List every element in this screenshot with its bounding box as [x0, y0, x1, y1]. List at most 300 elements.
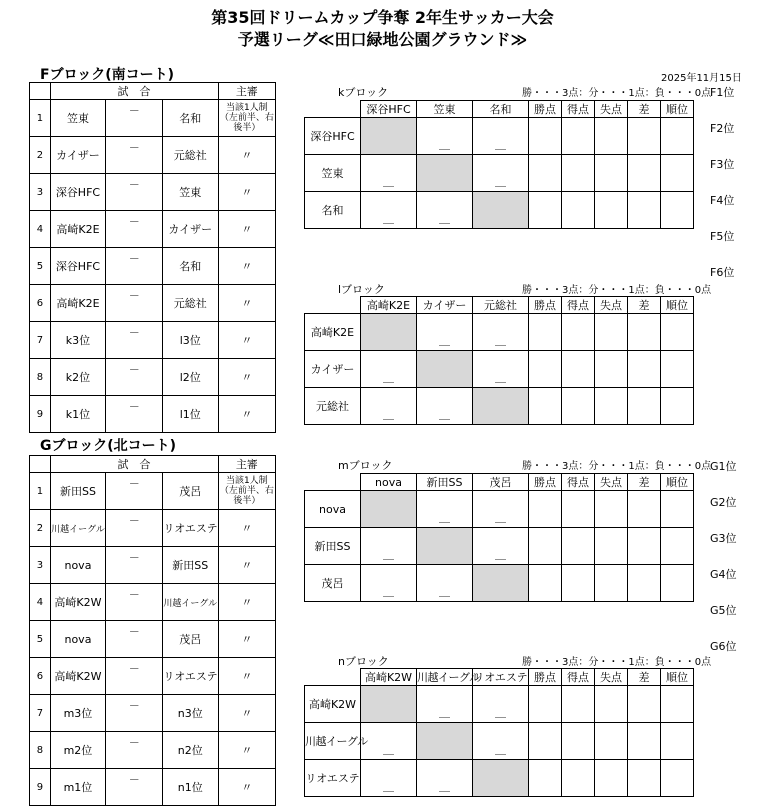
match-number: 6: [30, 285, 51, 322]
standings-self-cell: [361, 491, 417, 528]
match-row: [30, 211, 276, 248]
standings-stat-cell: [595, 155, 628, 192]
match-right-team: l3位: [163, 322, 217, 359]
standings-stat-header: 順位: [661, 101, 694, 118]
standings-stat-cell: [595, 686, 628, 723]
schedule-table-1: [29, 455, 276, 806]
match-row: [30, 695, 276, 732]
standings-stat-header: 失点: [595, 474, 628, 491]
standings-stat-header: 得点: [562, 474, 595, 491]
match-left-team: 深谷HFC: [50, 174, 105, 211]
standings-self-cell: [361, 314, 417, 351]
match-left-team: 深谷HFC: [50, 248, 105, 285]
match-dash: －: [106, 137, 163, 174]
match-number: 6: [30, 658, 51, 695]
standings-stat-cell: [562, 155, 595, 192]
standings-stat-cell: [529, 491, 562, 528]
schedule-table-0: [29, 82, 276, 433]
standings-stat-cell: [661, 528, 694, 565]
standings-result-cell: ＿: [417, 491, 473, 528]
match-dash: －: [106, 621, 163, 658]
match-number: 9: [30, 769, 51, 806]
position-label: G2位: [710, 496, 737, 509]
header-match: 試 合: [50, 456, 217, 473]
group-name-1-0: mブロック: [338, 459, 393, 472]
standings-team-label: 深谷HFC: [305, 118, 361, 155]
match-left-team: k1位: [50, 396, 105, 433]
standings-stat-header: 勝点: [529, 297, 562, 314]
standings-stat-cell: [529, 155, 562, 192]
standings-stat-cell: [661, 686, 694, 723]
standings-stat-cell: [595, 388, 628, 425]
match-right-team: 元総社: [163, 285, 217, 322]
match-dash: －: [106, 769, 163, 806]
match-referee: 当該1人制（左前半、右後半）: [218, 473, 275, 510]
standings-stat-cell: [595, 192, 628, 229]
match-right-team: 新田SS: [163, 547, 217, 584]
standings-team-header: 新田SS: [417, 474, 473, 491]
standings-stat-cell: [529, 723, 562, 760]
match-right-team: n3位: [163, 695, 217, 732]
standings-stat-header: 失点: [595, 101, 628, 118]
standings-stat-cell: [661, 118, 694, 155]
standings-row: [305, 118, 694, 155]
standings-result-cell: ＿: [473, 118, 529, 155]
standings-stat-cell: [595, 565, 628, 602]
standings-stat-header: 失点: [595, 297, 628, 314]
match-left-team: 高崎K2W: [50, 658, 105, 695]
match-left-team: 高崎K2E: [50, 285, 105, 322]
standings-stat-cell: [661, 155, 694, 192]
match-left-team: m1位: [50, 769, 105, 806]
match-dash: －: [106, 100, 163, 137]
standings-stat-header: 勝点: [529, 101, 562, 118]
standings-corner: [305, 669, 361, 686]
standings-row: [305, 351, 694, 388]
position-label: G5位: [710, 604, 737, 617]
match-number: 4: [30, 211, 51, 248]
standings-table-1-0: [304, 473, 694, 602]
standings-stat-cell: [529, 388, 562, 425]
standings-stat-header: 差: [628, 669, 661, 686]
standings-team-label: カイザー: [305, 351, 361, 388]
standings-result-cell: ＿: [417, 314, 473, 351]
group-name-1-1: nブロック: [338, 655, 389, 668]
standings-header-row: [305, 474, 694, 491]
standings-table-0-0: [304, 100, 694, 229]
standings-stat-cell: [595, 314, 628, 351]
match-row: [30, 396, 276, 433]
standings-result-cell: ＿: [473, 351, 529, 388]
match-row: [30, 621, 276, 658]
match-dash: －: [106, 732, 163, 769]
match-right-team: n1位: [163, 769, 217, 806]
title-line-2: 予選リーグ≪田口緑地公園グラウンド≫: [237, 30, 528, 49]
standings-stat-cell: [562, 528, 595, 565]
match-left-team: k2位: [50, 359, 105, 396]
standings-team-label: リオエステ: [305, 760, 361, 797]
match-referee: 〃: [218, 211, 275, 248]
match-dash: －: [106, 285, 163, 322]
standings-row: [305, 192, 694, 229]
standings-stat-cell: [628, 192, 661, 229]
match-row: [30, 248, 276, 285]
match-referee: 〃: [218, 510, 275, 547]
standings-stat-header: 差: [628, 474, 661, 491]
standings-team-header: 深谷HFC: [361, 101, 417, 118]
standings-stat-cell: [661, 723, 694, 760]
position-label: G4位: [710, 568, 737, 581]
standings-stat-cell: [628, 351, 661, 388]
standings-stat-cell: [661, 351, 694, 388]
standings-self-cell: [473, 760, 529, 797]
standings-self-cell: [417, 723, 473, 760]
standings-corner: [305, 474, 361, 491]
standings-self-cell: [417, 351, 473, 388]
group-name-0-1: lブロック: [338, 283, 385, 296]
standings-result-cell: ＿: [417, 565, 473, 602]
match-row: [30, 174, 276, 211]
standings-stat-cell: [628, 388, 661, 425]
schedule-header-row: [30, 83, 276, 100]
standings-stat-cell: [628, 528, 661, 565]
standings-result-cell: ＿: [473, 528, 529, 565]
match-number: 3: [30, 547, 51, 584]
standings-result-cell: ＿: [361, 192, 417, 229]
schedule-header-row: [30, 456, 276, 473]
match-dash: －: [106, 584, 163, 621]
match-referee: 〃: [218, 396, 275, 433]
standings-stat-cell: [529, 760, 562, 797]
match-row: [30, 322, 276, 359]
standings-team-label: 高崎K2E: [305, 314, 361, 351]
standings-row: [305, 388, 694, 425]
standings-stat-cell: [595, 760, 628, 797]
standings-stat-cell: [529, 314, 562, 351]
header-match: 試 合: [50, 83, 217, 100]
standings-stat-cell: [595, 491, 628, 528]
standings-stat-cell: [628, 314, 661, 351]
match-referee: 〃: [218, 137, 275, 174]
standings-row: [305, 565, 694, 602]
standings-stat-header: 順位: [661, 669, 694, 686]
position-label: F4位: [710, 194, 735, 207]
standings-team-label: 元総社: [305, 388, 361, 425]
match-referee: 〃: [218, 584, 275, 621]
match-left-team: 笠東: [50, 100, 105, 137]
standings-team-label: 新田SS: [305, 528, 361, 565]
standings-result-cell: ＿: [473, 155, 529, 192]
header-referee: 主審: [218, 456, 275, 473]
match-number: 8: [30, 359, 51, 396]
header-blank: [30, 83, 51, 100]
standings-stat-cell: [529, 528, 562, 565]
match-dash: －: [106, 322, 163, 359]
standings-stat-cell: [628, 155, 661, 192]
standings-self-cell: [473, 192, 529, 229]
match-referee: 当該1人制（左前半、右後半）: [218, 100, 275, 137]
position-label: F6位: [710, 266, 735, 279]
match-number: 1: [30, 473, 51, 510]
standings-team-header: 名和: [473, 101, 529, 118]
standings-result-cell: ＿: [361, 760, 417, 797]
standings-self-cell: [473, 565, 529, 602]
standings-corner: [305, 101, 361, 118]
standings-stat-cell: [562, 351, 595, 388]
match-number: 9: [30, 396, 51, 433]
match-referee: 〃: [218, 695, 275, 732]
standings-result-cell: ＿: [417, 686, 473, 723]
standings-stat-cell: [562, 118, 595, 155]
match-row: [30, 769, 276, 806]
standings-table-1-1: [304, 668, 694, 797]
standings-result-cell: ＿: [473, 491, 529, 528]
standings-stat-cell: [595, 723, 628, 760]
match-right-team: l1位: [163, 396, 217, 433]
block-title-1: Gブロック(北コート): [40, 438, 177, 454]
standings-stat-header: 順位: [661, 474, 694, 491]
match-row: [30, 658, 276, 695]
standings-stat-header: 勝点: [529, 474, 562, 491]
match-dash: －: [106, 658, 163, 695]
match-right-team: 名和: [163, 248, 217, 285]
standings-header-row: [305, 669, 694, 686]
match-dash: －: [106, 248, 163, 285]
match-dash: －: [106, 695, 163, 732]
match-row: [30, 359, 276, 396]
standings-stat-cell: [529, 118, 562, 155]
standings-stat-cell: [562, 723, 595, 760]
points-rule-0-1: 勝・・・3点：分・・・1点：負・・・0点: [522, 285, 712, 296]
standings-result-cell: ＿: [417, 118, 473, 155]
match-right-team: 川越イーグル: [163, 584, 217, 621]
standings-team-label: 名和: [305, 192, 361, 229]
standings-result-cell: ＿: [361, 528, 417, 565]
standings-self-cell: [361, 686, 417, 723]
match-left-team: nova: [50, 547, 105, 584]
position-label: F2位: [710, 122, 735, 135]
position-label: G3位: [710, 532, 737, 545]
match-right-team: リオエステ: [163, 510, 217, 547]
standings-team-header: 笠東: [417, 101, 473, 118]
match-row: [30, 473, 276, 510]
standings-team-header: カイザー: [417, 297, 473, 314]
match-row: [30, 100, 276, 137]
standings-result-cell: ＿: [417, 192, 473, 229]
points-rule-1-1: 勝・・・3点：分・・・1点：負・・・0点: [522, 657, 712, 668]
standings-row: [305, 314, 694, 351]
match-left-team: 川越イーグル: [50, 510, 105, 547]
position-label: F3位: [710, 158, 735, 171]
title-line-1: 第35回ドリームカップ争奪 2年生サッカー大会: [211, 8, 554, 27]
standings-row: [305, 760, 694, 797]
standings-team-header: 高崎K2W: [361, 669, 417, 686]
match-left-team: 高崎K2E: [50, 211, 105, 248]
match-dash: －: [106, 211, 163, 248]
standings-result-cell: ＿: [417, 388, 473, 425]
standings-team-header: nova: [361, 474, 417, 491]
match-right-team: リオエステ: [163, 658, 217, 695]
position-label: F1位: [710, 86, 735, 99]
match-number: 7: [30, 322, 51, 359]
block-title-0: Fブロック(南コート): [40, 67, 175, 83]
match-row: [30, 732, 276, 769]
standings-row: [305, 528, 694, 565]
match-referee: 〃: [218, 658, 275, 695]
match-number: 2: [30, 137, 51, 174]
match-row: [30, 285, 276, 322]
standings-stat-cell: [529, 351, 562, 388]
standings-result-cell: ＿: [473, 723, 529, 760]
match-referee: 〃: [218, 359, 275, 396]
standings-stat-cell: [628, 686, 661, 723]
match-right-team: n2位: [163, 732, 217, 769]
standings-result-cell: ＿: [361, 351, 417, 388]
match-row: [30, 547, 276, 584]
standings-stat-header: 得点: [562, 101, 595, 118]
match-right-team: 茂呂: [163, 621, 217, 658]
standings-stat-cell: [595, 351, 628, 388]
standings-stat-cell: [595, 528, 628, 565]
match-number: 7: [30, 695, 51, 732]
standings-header-row: [305, 297, 694, 314]
standings-stat-header: 順位: [661, 297, 694, 314]
match-number: 8: [30, 732, 51, 769]
match-referee: 〃: [218, 322, 275, 359]
match-dash: －: [106, 547, 163, 584]
match-referee: 〃: [218, 769, 275, 806]
standings-stat-cell: [661, 760, 694, 797]
standings-stat-cell: [628, 118, 661, 155]
match-left-team: m3位: [50, 695, 105, 732]
standings-result-cell: ＿: [361, 388, 417, 425]
standings-result-cell: ＿: [361, 155, 417, 192]
match-right-team: 茂呂: [163, 473, 217, 510]
position-label: G1位: [710, 460, 737, 473]
standings-team-header: 茂呂: [473, 474, 529, 491]
standings-stat-cell: [562, 314, 595, 351]
standings-self-cell: [417, 155, 473, 192]
standings-stat-cell: [661, 565, 694, 602]
standings-row: [305, 491, 694, 528]
standings-team-label: 茂呂: [305, 565, 361, 602]
standings-stat-cell: [529, 686, 562, 723]
match-number: 3: [30, 174, 51, 211]
standings-self-cell: [473, 388, 529, 425]
match-right-team: 元総社: [163, 137, 217, 174]
standings-stat-cell: [595, 118, 628, 155]
standings-stat-header: 得点: [562, 669, 595, 686]
standings-stat-cell: [661, 192, 694, 229]
standings-stat-cell: [562, 686, 595, 723]
standings-result-cell: ＿: [473, 314, 529, 351]
standings-stat-cell: [628, 723, 661, 760]
position-label: G6位: [710, 640, 737, 653]
match-left-team: カイザー: [50, 137, 105, 174]
standings-stat-header: 差: [628, 297, 661, 314]
match-dash: －: [106, 359, 163, 396]
match-number: 4: [30, 584, 51, 621]
date: 2025年11月15日: [661, 73, 742, 84]
standings-header-row: [305, 101, 694, 118]
standings-team-header: リオエステ: [473, 669, 529, 686]
standings-result-cell: ＿: [361, 723, 417, 760]
match-left-team: nova: [50, 621, 105, 658]
match-row: [30, 510, 276, 547]
match-referee: 〃: [218, 174, 275, 211]
standings-self-cell: [417, 528, 473, 565]
standings-stat-cell: [562, 388, 595, 425]
match-left-team: 高崎K2W: [50, 584, 105, 621]
match-right-team: 笠東: [163, 174, 217, 211]
match-number: 5: [30, 621, 51, 658]
standings-table-0-1: [304, 296, 694, 425]
standings-team-label: nova: [305, 491, 361, 528]
match-right-team: 名和: [163, 100, 217, 137]
standings-stat-cell: [562, 760, 595, 797]
standings-stat-cell: [661, 314, 694, 351]
points-rule-1-0: 勝・・・3点：分・・・1点：負・・・0点: [522, 461, 712, 472]
match-row: [30, 584, 276, 621]
standings-team-header: 元総社: [473, 297, 529, 314]
match-row: [30, 137, 276, 174]
standings-stat-cell: [529, 192, 562, 229]
match-referee: 〃: [218, 621, 275, 658]
standings-team-header: 川越イーグル: [417, 669, 473, 686]
standings-stat-cell: [562, 565, 595, 602]
match-number: 5: [30, 248, 51, 285]
match-number: 2: [30, 510, 51, 547]
standings-stat-header: 得点: [562, 297, 595, 314]
match-right-team: l2位: [163, 359, 217, 396]
standings-stat-cell: [529, 565, 562, 602]
standings-self-cell: [361, 118, 417, 155]
standings-stat-cell: [628, 565, 661, 602]
standings-stat-cell: [628, 491, 661, 528]
match-dash: －: [106, 396, 163, 433]
standings-team-label: 笠東: [305, 155, 361, 192]
standings-stat-header: 差: [628, 101, 661, 118]
match-dash: －: [106, 174, 163, 211]
match-left-team: 新田SS: [50, 473, 105, 510]
standings-row: [305, 723, 694, 760]
standings-stat-header: 勝点: [529, 669, 562, 686]
match-left-team: m2位: [50, 732, 105, 769]
standings-corner: [305, 297, 361, 314]
match-referee: 〃: [218, 547, 275, 584]
standings-row: [305, 686, 694, 723]
standings-row: [305, 155, 694, 192]
header-referee: 主審: [218, 83, 275, 100]
header-blank: [30, 456, 51, 473]
standings-stat-cell: [562, 491, 595, 528]
standings-result-cell: ＿: [417, 760, 473, 797]
standings-stat-header: 失点: [595, 669, 628, 686]
match-number: 1: [30, 100, 51, 137]
match-dash: －: [106, 473, 163, 510]
standings-result-cell: ＿: [361, 565, 417, 602]
standings-stat-cell: [661, 491, 694, 528]
standings-stat-cell: [628, 760, 661, 797]
standings-stat-cell: [661, 388, 694, 425]
match-referee: 〃: [218, 248, 275, 285]
position-label: F5位: [710, 230, 735, 243]
standings-team-header: 高崎K2E: [361, 297, 417, 314]
standings-team-label: 高崎K2W: [305, 686, 361, 723]
match-referee: 〃: [218, 285, 275, 322]
points-rule-0-0: 勝・・・3点：分・・・1点：負・・・0点: [522, 88, 712, 99]
standings-team-label: 川越イーグル: [305, 723, 361, 760]
